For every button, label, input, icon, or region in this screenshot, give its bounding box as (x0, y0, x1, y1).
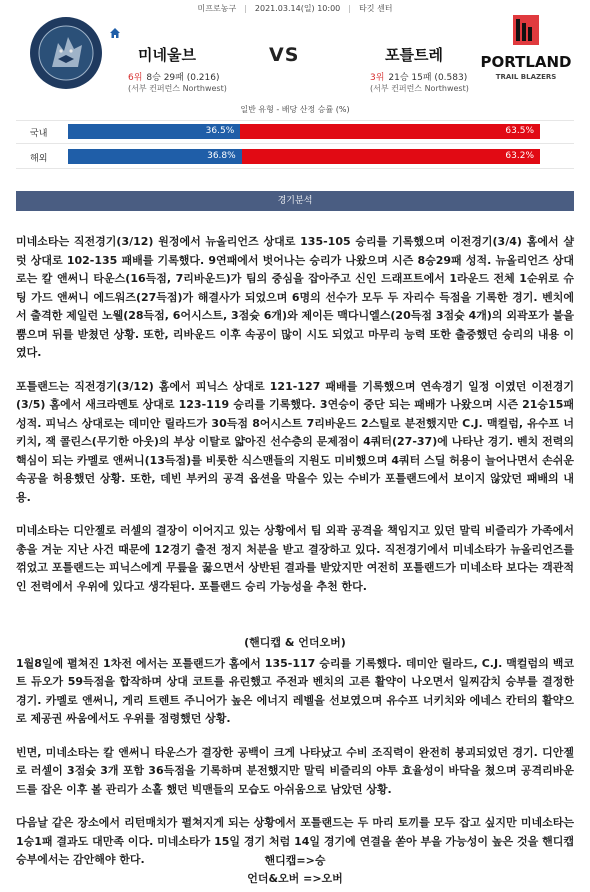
home-odds-segment: 36.8% (68, 149, 242, 164)
trail-blazers-logo-sub: TRAIL BLAZERS (495, 73, 557, 81)
analysis-paragraph: 미네소타는 직전경기(3/12) 원정에서 뉴올리언즈 상대로 135-105 승리를 기록했으며 이전경기(3/4) 홈에서 샬럿 상대로 102-135 패배를 기록했다. 9연패에서 벗어나는 승리가 나왔으며 시즌 8승29패 성적. 뉴올리언즈 상대로는 칼 앤써니 타운스(16득점, 7리바운드)가 팀의 중심을 잡아주고 신인 드래프트에서 1라운드 전체 1순위로 슈팅 가드 앤써니 에드워즈(27득점)가 해결사가 되었으며 6명의 선수가 모두 두 자리수 득점을 기록한 경기. 벤치에서 출격한 제일런 노웰(28득점, 6어시스트, 3점슛 6개)와 제이든 맥다니엘스(20득점 3점슛 4개)의 외곽포가 불을 뿜으며 뒤를 받쳤던 상황. 또한, 리바운드 이후 속공이 많이 시도 되었고 마무리 능력 또한 출중했던 승리의 내용 이였다. (16, 235, 574, 359)
away-team-division: (서부 컨퍼런스 Northwest) (370, 84, 469, 93)
odds-title: 일반 유형 - 배당 산정 승률 (%) (240, 105, 350, 114)
away-odds-segment: 63.5% (240, 124, 540, 139)
handicap-section-title: (핸디캡 & 언더오버) (244, 636, 346, 649)
analysis-content (16, 233, 574, 885)
trail-blazers-logo (480, 15, 572, 87)
vs-label: VS (269, 44, 300, 66)
home-team-wl: 8승 29패 (0.216) (146, 73, 220, 83)
analysis-paragraph: 빈면, 미네소타는 칼 앤써니 타운스가 결장한 공백이 크게 나타났고 수비 조직력이 완전히 붕괴되었던 경기. 디안젤로 러셀이 3점슛 3개 포함 36득점을 기록하며 분전했지만 말릭 비즐리의 야투 효율성이 바닥을 쳤으며 공격리바운드를 잡은 이후 볼 관리가 소홀 했던 빅맨들의 모습도 아쉬움으로 남았던 상황. (16, 745, 574, 796)
trail-blazers-logo-word: PORTLAND (480, 53, 572, 71)
pick-overunder: 언더&오버 =>오버 (247, 872, 343, 885)
analysis-paragraph: 포틀랜드는 직전경기(3/12) 홈에서 피닉스 상대로 121-127 패배를 기록했으며 연속경기 일정 이였던 이전경기(3/5) 홈에서 새크라멘토 상대로 123-119 승리를 기록했다. 3연승이 중단 되는 패배가 나왔으며 시즌 21승15패 성적. 피닉스 상대로는 데미안 릴라드가 30득점 8어시스트 7리바운드 2스틸로 분전했지만 C.J. 맥컬럼, 유수프 너키치, 잭 콜린스(무기한 아웃)의 부상 이탈로 얇아진 선수층의 문제점이 4쿼터(27-37)에 나타난 경기. 벤치 전력의 핵심이 되는 카멜로 앤써니(13득점)를 비롯한 식스맨들의 지원도 미비했으며 4쿼터 스딜 허용이 늘어나면서 손쉬운 속공을 허용했던 상황. 또한, 데빈 부커의 공격 옵션을 막을수 있는 수비가 포틀랜드에서 보이지 않았던 패배의 내용. (16, 379, 574, 504)
away-team-name: 포틀트레 (385, 46, 443, 64)
away-odds-segment: 63.2% (242, 149, 540, 164)
league-name: 미프로농구 (197, 4, 237, 13)
venue-name: 타깃 센터 (358, 4, 393, 13)
odds-row-label-overseas: 해외 (30, 154, 48, 164)
home-icon (109, 27, 121, 39)
home-team-name: 미네울브 (138, 46, 196, 64)
analysis-paragraph: 미네소타는 디안젤로 러셀의 결장이 이어지고 있는 상황에서 팀 외곽 공격을 책임지고 있던 말릭 비즐리가 가족에서 총을 겨눈 지난 사건 때문에 12경기 출전 정지 처분을 받고 결장하고 있다. 직전경기에서 미네소타가 뉴올리언즈를 꺾었고 포틀랜드는 피닉스에게 무릎을 꿇으면서 상반된 결과를 받았지만 여전히 포틀랜드가 미네소타 보다는 객관적인 전력에서 우위에 있다고 생각된다. 포틀랜드 승리 가능성을 추천 한다. (16, 524, 574, 593)
home-team-division: (서부 컨퍼런스 Northwest) (128, 84, 227, 93)
divider (16, 120, 574, 121)
away-team-record (370, 70, 467, 83)
odds-bar-overseas (68, 149, 540, 164)
away-team-rank: 3위 (370, 73, 385, 83)
away-team-wl: 21승 15패 (0.583) (388, 73, 468, 83)
analysis-paragraph: 1월8일에 펼쳐진 1차전 에서는 포틀랜드가 홈에서 135-117 승리를 기록했다. 데미안 릴라드, C.J. 맥컬럼의 백코트 듀오가 59득점을 합작하며 상대 코트를 유린했고 주전과 벤치의 고른 활약이 나오면서 일찌감치 승부를 결정한 경기. 카멜로 앤써니, 게리 트렌트 주니어가 높은 에너지 레벨을 선보였으며 유수프 너키치와 에네스 칸터의 활약으로 제공권 싸움에서도 우위를 점령했던 상황. (16, 656, 574, 725)
divider (16, 168, 574, 169)
match-info-bar: 미프로농구 | 2021.03.14(일) 10:00 | 타깃 센터 (197, 4, 393, 13)
timberwolves-logo (28, 15, 104, 91)
home-team-rank: 6위 (128, 73, 143, 83)
divider (16, 143, 574, 144)
pick-handicap: 핸디캡=>승 (264, 854, 326, 867)
match-datetime: 2021.03.14(일) 10:00 (254, 4, 341, 13)
home-odds-segment: 36.5% (68, 124, 240, 139)
odds-bar-domestic (68, 124, 540, 139)
odds-row-label-domestic: 국내 (30, 129, 48, 139)
analysis-paragraph: 다음날 같은 장소에서 리턴매치가 펼쳐지게 되는 상황에서 포틀랜드는 두 마리 토끼를 모두 잡고 싶지만 미네소타는 1승1패 결과도 대만족 이다. 미네소타가 15일 경기 처럼 14일 경기에 연결을 쏟아 부을 가능성이 높은 것을 핸디캡 승부에서는 감안해야 한다. (16, 816, 574, 866)
home-team-record (128, 70, 220, 83)
pick-summary (0, 852, 590, 888)
analysis-section-header: 경기분석 (16, 191, 574, 211)
